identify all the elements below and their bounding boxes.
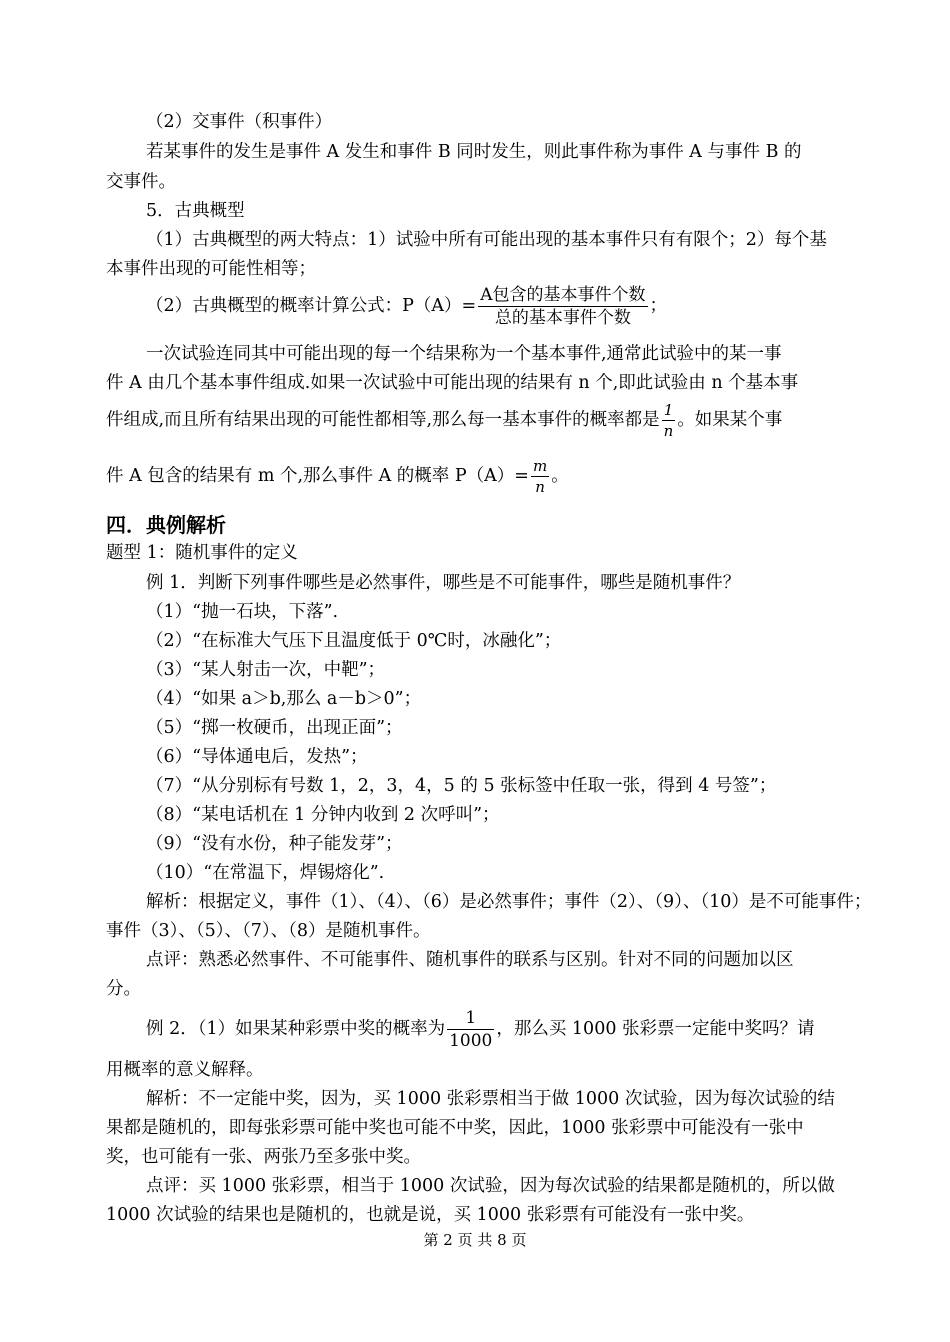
probability-fraction [478, 284, 647, 329]
analysis-line: 解析：不一定能中奖，因为，买 1000 张彩票相当于做 1000 次试验，因为每次试验的结 [146, 1089, 835, 1109]
one-over-n-fraction [662, 400, 676, 441]
text-segment: 件组成,而且所有结果出现的可能性都相等,那么每一基本事件的概率都是 [106, 410, 660, 430]
example-question: 例 1．判断下列事件哪些是必然事件，哪些是不可能事件，哪些是随机事件？ [146, 573, 741, 593]
list-item: （10）“在常温下，焊锡熔化”. [146, 863, 385, 883]
list-item: （7）“从分别标有号数 1，2，3，4，5 的 5 张标签中任取一张，得到 4 号签”； [146, 776, 777, 796]
list-item: （9）“没有水份，种子能发芽”； [146, 834, 403, 854]
list-item: （3）“某人射击一次，中靶”； [146, 660, 386, 680]
topic-title: 题型 1：随机事件的定义 [106, 543, 298, 563]
text-segment: 。 [551, 466, 569, 486]
paragraph-line: 交事件。 [106, 172, 176, 192]
comment-line: 点评：熟悉必然事件、不可能事件、随机事件的联系与区别。针对不同的问题加以区 [146, 950, 794, 970]
text-segment: 例 2．（1）如果某种彩票中奖的概率为 [146, 1019, 446, 1039]
comment-line: 分。 [106, 979, 141, 999]
list-item: （8）“某电话机在 1 分钟内收到 2 次呼叫”； [146, 805, 500, 825]
fraction-denominator: 总的基本事件个数 [494, 308, 631, 328]
example-2-line [146, 1007, 815, 1052]
list-item: （4）“如果 a＞b,那么 a－b＞0”； [146, 689, 422, 709]
list-item: （5）“掷一枚硬币，出现正面”； [146, 718, 403, 738]
list-item: （6）“导体通电后，发热”； [146, 747, 368, 767]
text-segment: 件 A 包含的结果有 m 个,那么事件 A 的概率 P（A）= [106, 466, 529, 486]
fraction-denominator: n [663, 422, 674, 440]
paragraph-line: 用概率的意义解释。 [106, 1060, 264, 1080]
m-over-n-fraction [531, 456, 549, 497]
probability-formula-line [146, 284, 667, 329]
lottery-probability-fraction [447, 1007, 494, 1052]
subsection-intersection-event: （2）交事件（积事件） [146, 112, 333, 132]
fraction-denominator: 1000 [449, 1031, 493, 1051]
paragraph-line: （1）古典概型的两大特点：1）试验中所有可能出现的基本事件只有有限个；2）每个基 [146, 230, 827, 250]
analysis-line: 事件（3）、（5）、（7）、（8）是随机事件。 [106, 921, 431, 941]
list-item: （1）“抛一石块，下落”. [146, 602, 339, 622]
formula-prefix: （2）古典概型的概率计算公式：P（A）= [146, 296, 477, 316]
comment-line: 点评：买 1000 张彩票，相当于 1000 次试验，因为每次试验的结果都是随机的，所以做 [146, 1176, 835, 1196]
analysis-line: 解析：根据定义，事件（1）、（4）、（6）是必然事件；事件（2）、（9）、（10）是不可能事件； [146, 892, 872, 912]
comment-line: 1000 次试验的结果也是随机的，也就是说，买 1000 张彩票有可能没有一张中奖。 [106, 1205, 755, 1225]
formula-suffix: ； [649, 296, 667, 316]
paragraph-line: 一次试验连同其中可能出现的每一个结果称为一个基本事件,通常此试验中的某一事 [146, 344, 782, 364]
fraction-numerator: 1 [447, 1007, 494, 1030]
page-footer: 第 2 页 共 8 页 [423, 1231, 527, 1249]
section-heading: 四．典例解析 [106, 513, 226, 537]
fraction-numerator: A包含的基本事件个数 [480, 285, 646, 305]
list-item: （2）“在标准大气压下且温度低于 0℃时，冰融化”； [146, 631, 562, 651]
analysis-line: 奖，也可能有一张、两张乃至多张中奖。 [106, 1147, 421, 1167]
paragraph-line: 件 A 由几个基本事件组成.如果一次试验中可能出现的结果有 n 个,即此试验由 n 个基本事 [106, 373, 799, 393]
paragraph-line: 若某事件的发生是事件 A 发生和事件 B 同时发生，则此事件称为事件 A 与事件 B 的 [146, 142, 802, 162]
paragraph-line: 本事件出现的可能性相等； [106, 259, 316, 279]
paragraph-line-with-fraction [106, 456, 569, 497]
fraction-denominator: n [535, 478, 545, 496]
analysis-line: 果都是随机的，即每张彩票可能中奖也可能不中奖，因此，1000 张彩票中可能没有一张中 [106, 1118, 804, 1138]
text-segment: ，那么买 1000 张彩票一定能中奖吗？请 [496, 1019, 815, 1039]
section-classical-model: 5．古典概型 [146, 201, 245, 221]
fraction-numerator: m [532, 457, 548, 475]
fraction-numerator: 1 [662, 400, 676, 421]
paragraph-line-with-fraction [106, 400, 782, 441]
text-segment: 。如果某个事 [677, 410, 783, 430]
